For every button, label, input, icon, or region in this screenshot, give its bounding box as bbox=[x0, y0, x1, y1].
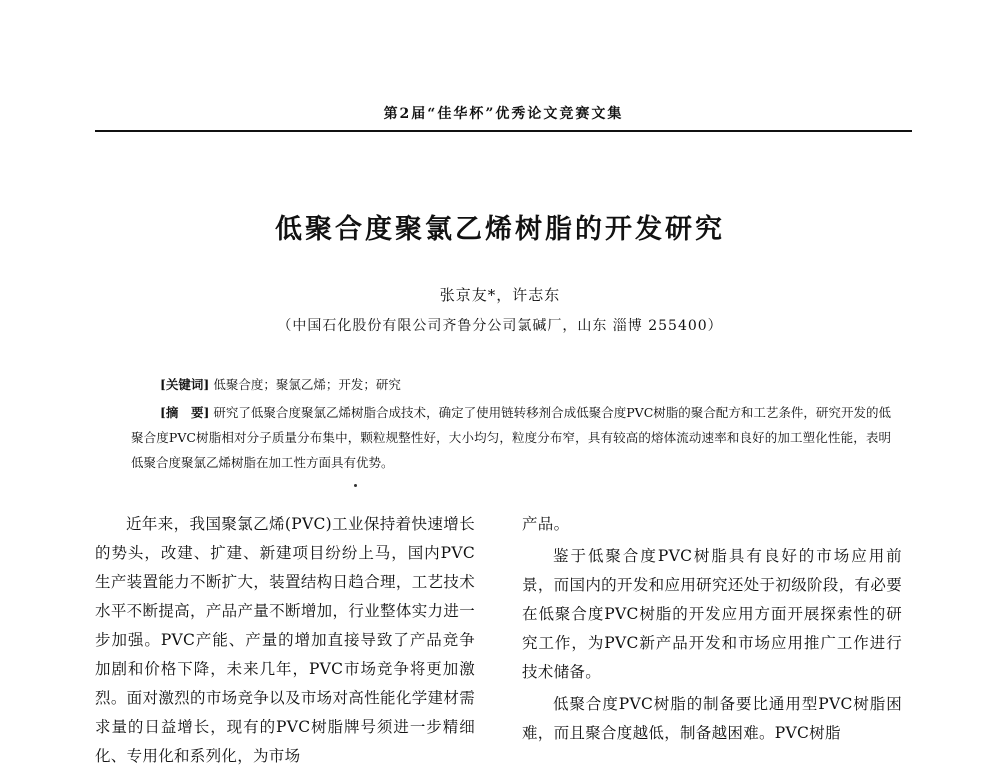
body-paragraph: 鉴于低聚合度PVC树脂具有良好的市场应用前景，而国内的开发和应用研究还处于初级阶段，有必要在低聚合度PVC树脂的开发应用方面开展探索性的研究工作，为PVC新产品开发和市场应用推广工作进行技术储备。 bbox=[522, 547, 902, 681]
article-affiliation: （中国石化股份有限公司齐鲁分公司氯碱厂，山东 淄博 255400） bbox=[277, 318, 723, 334]
running-header: 第2届“佳华杯”优秀论文竞赛文集 bbox=[383, 106, 624, 122]
abstract-text: 研究了低聚合度聚氯乙烯树脂合成技术，确定了使用链转移剂合成低聚合度PVC树脂的聚合配方和工艺条件，研究开发的低聚合度PVC树脂相对分子质量分布集中，颗粒规整性好，大小均匀，粒度分布窄，具有较高的熔体流动速率和良好的加工塑化性能，表明低聚合度聚氯乙烯树脂在加工性方面具有优势。 bbox=[131, 405, 891, 470]
header-divider bbox=[95, 130, 912, 132]
article-authors: 张京友*，许志东 bbox=[439, 286, 561, 304]
abstract-label: [摘 要] bbox=[160, 405, 210, 420]
keywords-label: [关键词] bbox=[160, 377, 210, 392]
abstract-block bbox=[131, 400, 891, 475]
body-paragraph: 近年来，我国聚氯乙烯(PVC)工业保持着快速增长的势头，改建、扩建、新建项目纷纷上马，国内PVC生产装置能力不断扩大，装置结构日趋合理，工艺技术水平不断提高，产品产量不断增加，行业整体实力进一步加强。PVC产能、产量的增加直接导致了产品竞争加剧和价格下降，未来几年，PVC市场竞争将更加激烈。面对激烈的市场竞争以及市场对高性能化学建材需求量的日益增长，现有的PVC树脂牌号须进一步精细化、专用化和系列化，为市场 bbox=[95, 515, 475, 765]
body-paragraph: 低聚合度PVC树脂的制备要比通用型PVC树脂困难，而且聚合度越低，制备越困难。PVC树脂 bbox=[522, 695, 902, 742]
body-column-right bbox=[522, 510, 902, 748]
body-column-left bbox=[95, 510, 475, 771]
stray-dot bbox=[354, 484, 357, 487]
keywords-text: 低聚合度；聚氯乙烯；开发；研究 bbox=[213, 377, 401, 392]
article-title: 低聚合度聚氯乙烯树脂的开发研究 bbox=[275, 214, 725, 245]
body-paragraph-continuation: 产品。 bbox=[522, 515, 570, 533]
keywords-line bbox=[160, 375, 900, 393]
